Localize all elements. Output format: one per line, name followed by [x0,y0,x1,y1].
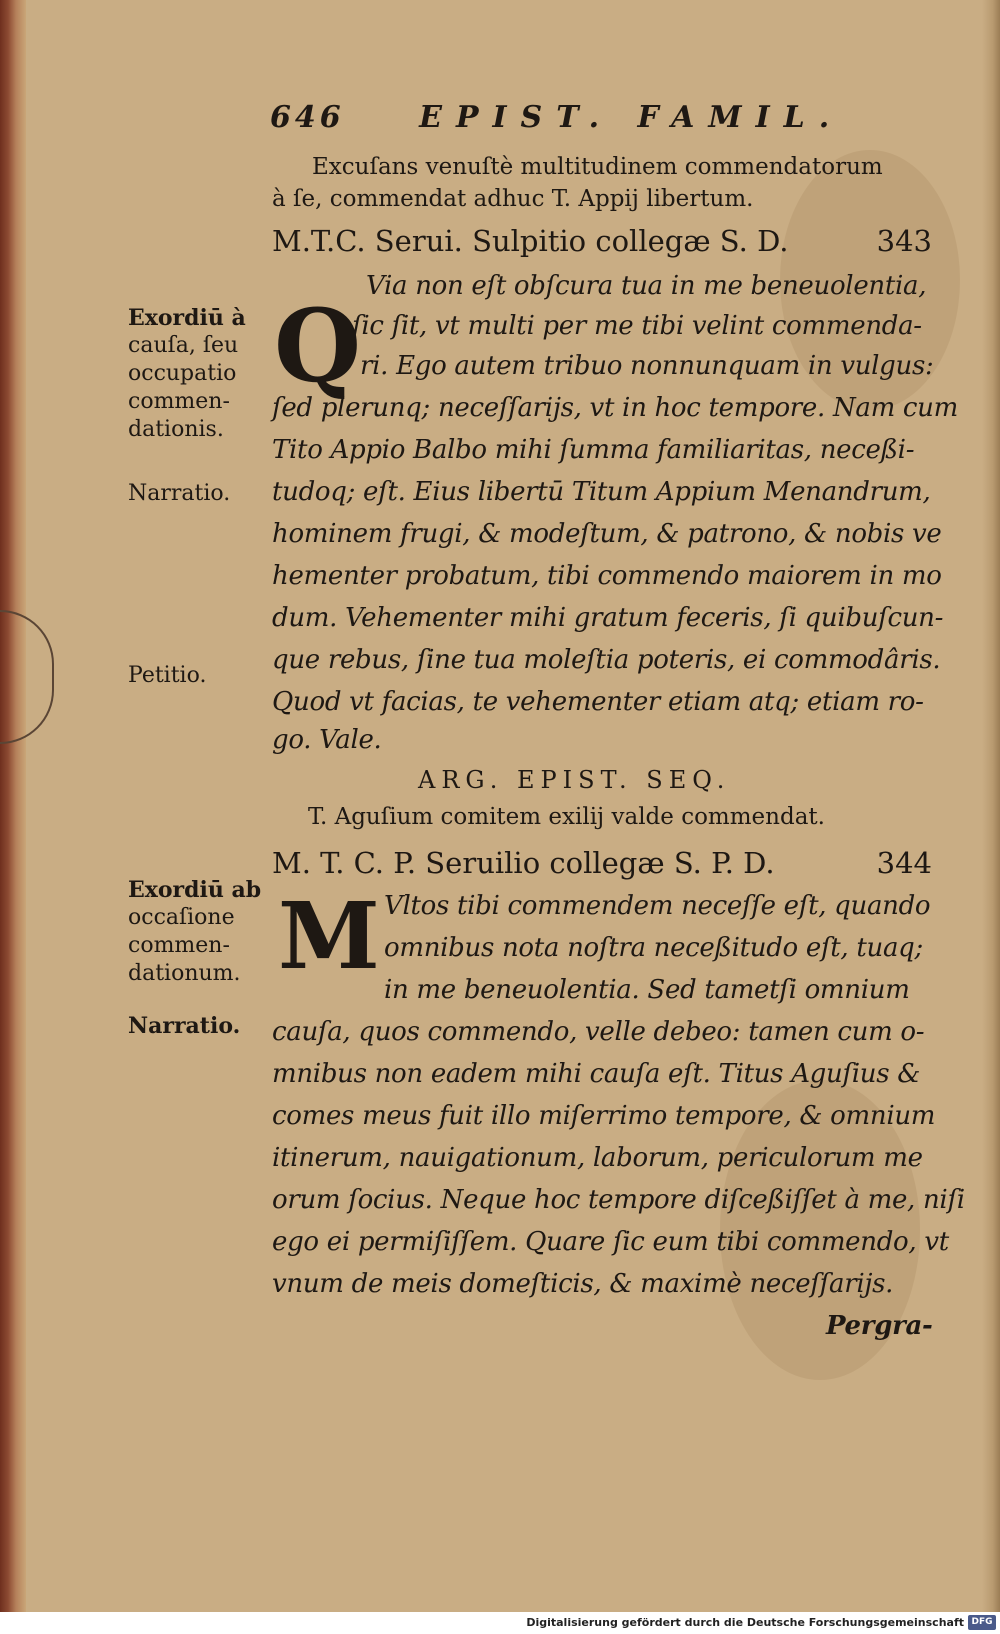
margin-note-line: cauſa, ſeu [128,333,239,358]
letter-line: que rebus, ſine tua moleſtia poteris, ei commodâris. [272,645,941,675]
margin-note-line: occaſione [128,905,235,930]
letter-line: Tito Appio Balbo mihi ſumma familiaritas, neceßi- [272,435,915,465]
argument-text: T. Aguſium comitem exilij valde commendat. [308,804,825,830]
letter-line: hementer probatum, tibi commendo maiorem in mo [272,561,942,591]
letter-line: in me beneuolentia. Sed tametſi omnium [384,975,910,1005]
footer-credit: Digitalisierung gefördert durch die Deutsche Forschungsgemeinschaft [526,1616,964,1629]
margin-note-line: commen- [128,389,230,414]
margin-note-line: dationis. [128,417,224,442]
letter-343-salutation [272,224,932,258]
letter-line: Quod vt facias, te vehementer etiam atq; etiam ro- [272,687,924,717]
margin-note-line: occupatio [128,361,237,386]
letter-line: tudoq; eſt. Eius libertū Titum Appium Menandrum, [272,477,931,507]
margin-note-exordium [128,876,261,988]
letter-line: itinerum, nauigationum, laborum, periculorum me [272,1143,923,1173]
letter-line: dum. Vehementer mihi gratum feceris, ſi quibuſcun- [272,603,944,633]
letter-number: 343 [876,224,932,258]
dfg-logo-icon[interactable]: DFG [968,1615,996,1630]
salutation-text: M.T.C. Serui. Sulpitio collegæ S. D. [272,224,789,258]
letter-line: ego ei permiſiſſem. Quare ſic eum tibi commendo, vt [272,1227,949,1257]
argument-heading: ARG. EPIST. SEQ. [418,766,731,794]
letter-line: hominem frugi, & modeſtum, & patrono, & nobis ve [272,519,942,549]
margin-note-narratio: Narratio. [128,1013,241,1039]
letter-line: orum ſocius. Neque hoc tempore diſceßiſſet à me, niſi [272,1185,965,1215]
page-number: 646 [270,100,345,135]
margin-note-narratio: Narratio. [128,481,231,506]
running-title: EPIST. FAMIL. [419,100,844,135]
salutation-text: M. T. C. P. Seruilio collegæ S. P. D. [272,846,775,880]
running-header [270,100,870,135]
letter-line: go. Vale. [272,725,382,755]
letter-line: Via non eſt obſcura tua in me beneuolentia, [366,271,927,301]
letter-line: ſic ſit, vt multi per me tibi velint commenda- [352,311,922,341]
drop-cap: M [278,882,380,990]
margin-note-exordium [128,304,246,444]
letter-343-summary-line: Excuſans venuſtè multitudinem commendatorum [312,154,883,180]
margin-note-line: dationum. [128,961,241,986]
digitization-footer [0,1612,1000,1634]
letter-line: cauſa, quos commendo, velle debeo: tamen cum o- [272,1017,925,1047]
letter-line: omnibus nota noſtra neceßitudo eſt, tuaq; [384,933,923,963]
letter-344-salutation [272,846,932,880]
letter-line: ri. Ego autem tribuo nonnunquam in vulgus: [360,351,934,381]
margin-note-line: commen- [128,933,230,958]
letter-line: vnum de meis domeſticis, & maximè neceſſarijs. [272,1269,894,1299]
letter-343-summary-line: à ſe, commendat adhuc T. Appij libertum. [272,186,754,212]
page-edge [982,0,1000,1612]
letter-line: mnibus non eadem mihi cauſa eſt. Titus Aguſius & [272,1059,921,1089]
letter-number: 344 [876,846,932,880]
page-tab-outline [0,610,54,744]
book-binding [0,0,26,1612]
margin-note-line: Exordiū à [128,305,246,331]
catchword: Pergra- [826,1311,933,1341]
margin-note-petitio: Petitio. [128,663,207,688]
letter-line: Vltos tibi commendem neceſſe eſt, quando [384,891,931,921]
letter-line: comes meus fuit illo miſerrimo tempore, & omnium [272,1101,936,1131]
margin-note-line: Exordiū ab [128,877,262,903]
letter-line: ſed plerunq; neceſſarijs, vt in hoc tempore. Nam cum [272,393,958,423]
drop-cap: Q [274,287,362,405]
